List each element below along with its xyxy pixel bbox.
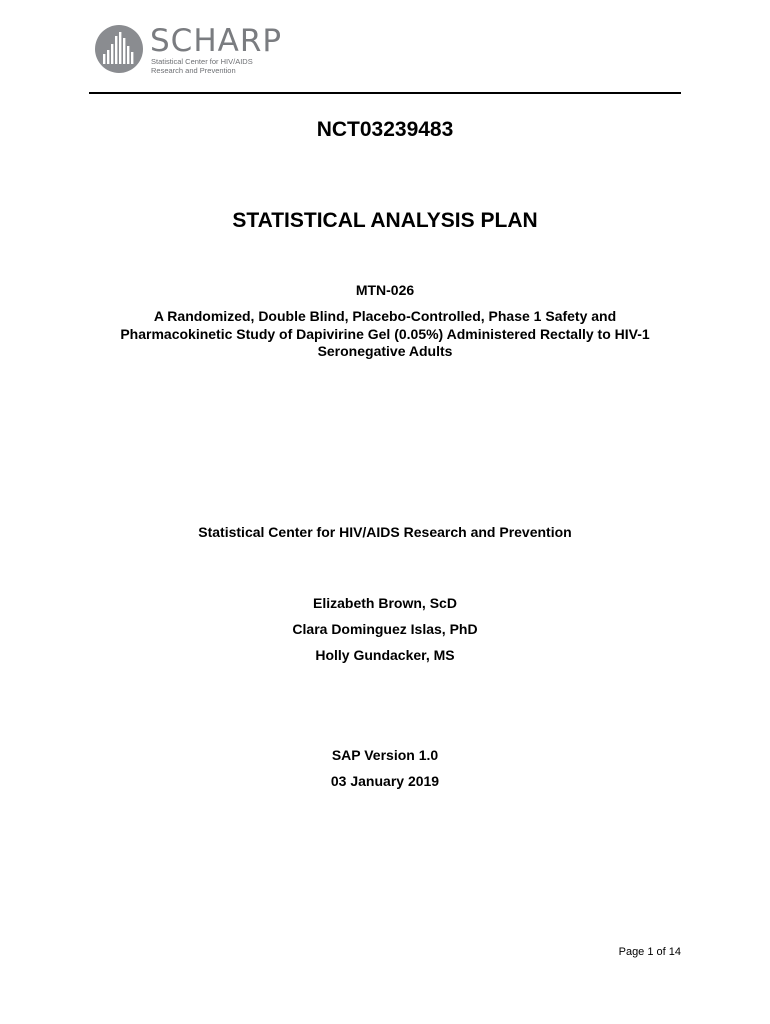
page-number: Page 1 of 14 bbox=[618, 946, 681, 958]
scharp-logo-icon bbox=[94, 24, 144, 74]
author-name: Elizabeth Brown, ScD bbox=[313, 595, 457, 611]
scharp-logo bbox=[94, 24, 294, 78]
author-name: Holly Gundacker, MS bbox=[315, 647, 455, 663]
statistical-center-name: Statistical Center for HIV/AIDS Research and Prevention bbox=[198, 524, 572, 540]
header-rule bbox=[89, 92, 681, 94]
author-name: Clara Dominguez Islas, PhD bbox=[292, 621, 478, 637]
logo-name: SCHARP bbox=[150, 23, 283, 59]
study-title-line: A Randomized, Double Blind, Placebo-Controlled, Phase 1 Safety and bbox=[153, 308, 617, 324]
logo-subtitle-line2: Research and Prevention bbox=[151, 66, 236, 75]
logo-subtitle-line1: Statistical Center for HIV/AIDS bbox=[151, 57, 253, 66]
study-title-line: Pharmacokinetic Study of Dapivirine Gel (0.05%) Administered Rectally to HIV-1 bbox=[120, 325, 650, 342]
protocol-number: MTN-026 bbox=[355, 282, 415, 298]
study-title-line: Seronegative Adults bbox=[317, 343, 453, 359]
study-title bbox=[0, 308, 770, 361]
document-title: STATISTICAL ANALYSIS PLAN bbox=[232, 209, 538, 232]
sap-version: SAP Version 1.0 bbox=[331, 747, 439, 763]
nct-id: NCT03239483 bbox=[316, 118, 454, 141]
document-date: 03 January 2019 bbox=[330, 773, 440, 789]
